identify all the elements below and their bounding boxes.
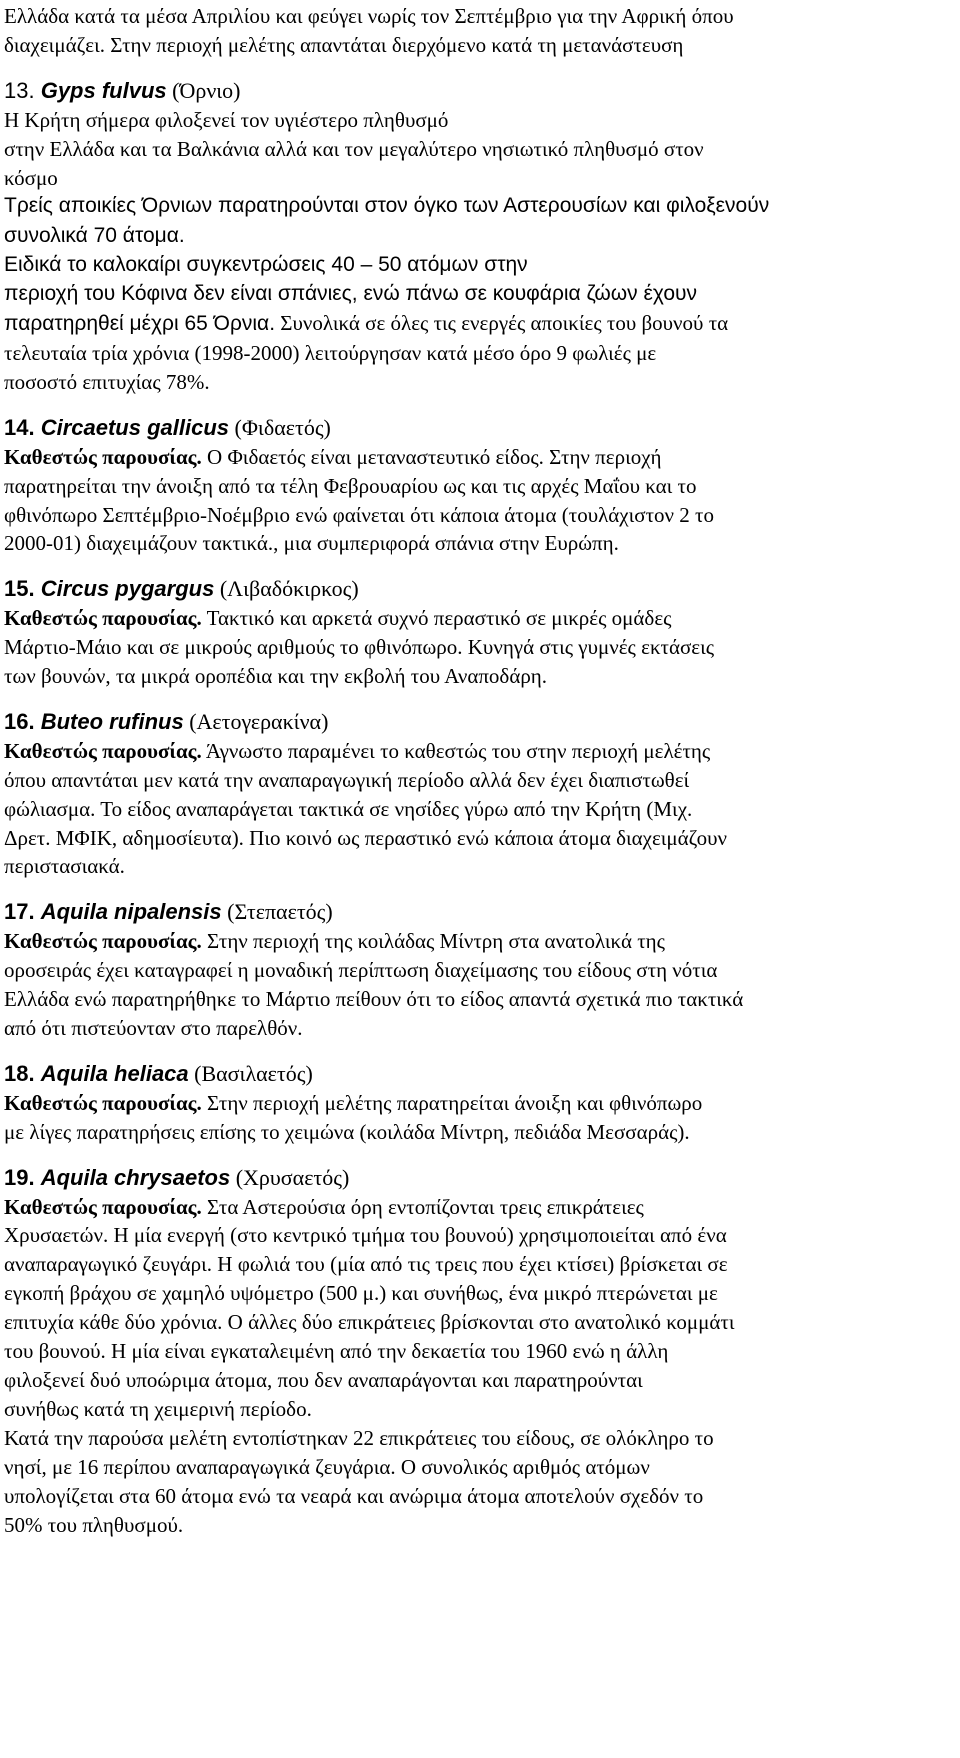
text-line xyxy=(4,737,946,766)
scientific-name: Aquila nipalensis xyxy=(40,899,222,925)
species-number: 18. xyxy=(4,1060,41,1086)
species-entry-19 xyxy=(4,1164,946,1540)
text-line: 50% του πληθυσμού. xyxy=(4,1512,184,1537)
text-line: φώλιασμα. Το είδος αναπαράγεται τακτικά σε νησίδες γύρω από την Κρήτη (Μιχ. xyxy=(4,796,693,821)
species-heading xyxy=(4,708,946,737)
spacer xyxy=(4,60,946,77)
text-line: Τρείς αποικίες Όρνιων παρατηρούνται στον όγκο των Αστερουσίων και φιλοξενούν xyxy=(4,194,770,218)
text-span: Στην περιοχή μελέτης παρατηρείται άνοιξη και φθινόπωρο xyxy=(201,1090,703,1115)
text-line: των βουνών, τα μικρά οροπέδια και την εκβολή του Αναποδάρη. xyxy=(4,664,548,689)
species-number: 15. xyxy=(4,576,41,602)
scientific-name: Buteo rufinus xyxy=(40,708,184,734)
spacer xyxy=(4,1147,946,1164)
scientific-name: Circaetus gallicus xyxy=(40,414,230,440)
spacer xyxy=(4,881,946,898)
text-line: υπολογίζεται στα 60 άτομα ενώ τα νεαρά και ανώριμα άτομα αποτελούν σχεδόν το xyxy=(4,1483,704,1508)
text-line: φθινόπωρο Σεπτέμβριο-Νοέμβριο ενώ φαίνεται ότι κάποια άτομα (τουλάχιστον 2 το xyxy=(4,502,714,527)
intro-paragraph xyxy=(4,2,946,60)
species-heading xyxy=(4,414,946,443)
common-name: (Φιδαετός) xyxy=(229,414,331,440)
text-line: Μάρτιο-Μάιο και σε μικρούς αριθμούς το φθινόπωρο. Κυνηγά στις γυμνές εκτάσεις xyxy=(4,635,715,660)
text-line: εγκοπή βράχου σε χαμηλό υψόμετρο (500 μ.) και συνήθως, ένα μικρό πτερώνεται με xyxy=(4,1281,718,1306)
spacer xyxy=(4,1043,946,1060)
text-line: οροσειράς έχει καταγραφεί η μοναδική περίπτωση διαχείμασης του είδους στη νότια xyxy=(4,958,718,983)
text-span: Στην περιοχή της κοιλάδας Μίντρη στα ανατολικά της xyxy=(201,929,665,954)
text-line xyxy=(4,1193,946,1222)
text-span: Στα Αστερούσια όρη εντοπίζονται τρεις επικράτειες xyxy=(201,1194,644,1219)
common-name: (Λιβαδόκιρκος) xyxy=(214,576,359,602)
text-line: περιστασιακά. xyxy=(4,854,125,879)
text-span: Άγνωστο παραμένει το καθεστώς του στην περιοχή μελέτης xyxy=(201,738,711,763)
text-span: παρατηρηθεί μέχρι 65 Όρνια. xyxy=(4,312,276,336)
text-line: περιοχή του Κόφινα δεν είναι σπάνιες, ενώ πάνω σε κουφάρια ζώων έχουν xyxy=(4,282,697,306)
text-line: στην Ελλάδα και τα Βαλκάνια αλλά και τον μεγαλύτερο νησιωτικό πληθυσμό στον xyxy=(4,136,704,161)
species-number: 13. xyxy=(4,77,41,103)
common-name: (Χρυσαετός) xyxy=(230,1164,350,1190)
spacer xyxy=(4,691,946,708)
species-heading xyxy=(4,575,946,604)
text-line: αναπαραγωγικό ζευγάρι. Η φωλιά του (μία από τις τρεις που έχει κτίσει) βρίσκεται σε xyxy=(4,1252,728,1277)
text-span: Ο Φιδαετός είναι μεταναστευτικό είδος. Στην περιοχή xyxy=(201,444,662,469)
text-line: επιτυχία κάθε δύο χρόνια. Ο άλλες δύο επικράτειες βρίσκονται στο ανατολικό κομμάτι xyxy=(4,1310,735,1335)
spacer xyxy=(4,397,946,414)
species-entry-17 xyxy=(4,898,946,1043)
species-number: 16. xyxy=(4,708,41,734)
species-number: 17. xyxy=(4,899,41,925)
species-entry-14 xyxy=(4,414,946,559)
text-line: Ελλάδα ενώ παρατηρήθηκε το Μάρτιο πείθουν ότι το είδος απαντά σχετικά πιο τακτικά xyxy=(4,987,744,1012)
common-name: (Όρνιο) xyxy=(166,77,241,103)
text-line: νησί, με 16 περίπου αναπαραγωγικά ζευγάρια. Ο συνολικός αριθμός ατόμων xyxy=(4,1454,650,1479)
status-label: Καθεστώς παρουσίας. xyxy=(4,606,202,631)
species-entry-15 xyxy=(4,575,946,691)
text-line xyxy=(4,927,946,956)
status-label: Καθεστώς παρουσίας. xyxy=(4,738,202,763)
status-label: Καθεστώς παρουσίας. xyxy=(4,444,202,469)
text-line: Η Κρήτη σήμερα φιλοξενεί τον υγιέστερο πληθυσμό xyxy=(4,107,449,132)
scientific-name: Aquila heliaca xyxy=(40,1060,189,1086)
species-number: 19. xyxy=(4,1164,41,1190)
common-name: (Βασιλαετός) xyxy=(188,1060,313,1086)
species-number: 14. xyxy=(4,414,41,440)
text-line xyxy=(4,309,946,339)
text-line: φιλοξενεί δυό υποώριμα άτομα, που δεν αναπαράγονται και παρατηρούνται xyxy=(4,1367,643,1392)
text-line: διαχειμάζει. Στην περιοχή μελέτης απαντάται διερχόμενο κατά τη μετανάστευση xyxy=(4,32,684,57)
text-line xyxy=(4,604,946,633)
text-line: ποσοστό επιτυχίας 78%. xyxy=(4,369,210,394)
scientific-name: Gyps fulvus xyxy=(40,77,167,103)
spacer xyxy=(4,558,946,575)
text-line: Δρετ. ΜΦΙΚ, αδημοσίευτα). Πιο κοινό ως περαστικό ενώ κάποια άτομα διαχειμάζουν xyxy=(4,825,727,850)
text-span: Τακτικό και αρκετά συχνό περαστικό σε μικρές ομάδες xyxy=(201,606,672,631)
species-heading xyxy=(4,77,946,106)
status-label: Καθεστώς παρουσίας. xyxy=(4,1194,202,1219)
text-line: τελευταία τρία χρόνια (1998-2000) λειτούργησαν κατά μέσο όρο 9 φωλιές με xyxy=(4,340,657,365)
common-name: (Στεπαετός) xyxy=(221,899,333,925)
species-heading xyxy=(4,1164,946,1193)
species-entry-16 xyxy=(4,708,946,881)
text-line: κόσμο xyxy=(4,165,58,190)
common-name: (Αετογερακίνα) xyxy=(183,708,329,734)
scientific-name: Circus pygargus xyxy=(40,576,215,602)
text-line xyxy=(4,1089,946,1118)
text-line: 2000-01) διαχειμάζουν τακτικά., μια συμπεριφορά σπάνια στην Ευρώπη. xyxy=(4,531,619,556)
text-span: συνολικά 70 άτομα. xyxy=(4,224,185,248)
scientific-name: Aquila chrysaetos xyxy=(40,1164,231,1190)
species-entry-13 xyxy=(4,77,946,397)
text-line xyxy=(4,221,946,251)
text-line: συνήθως κατά τη χειμερινή περίοδο. xyxy=(4,1396,312,1421)
text-span: Συνολικά σε όλες τις ενεργές αποικίες του βουνού τα xyxy=(275,311,729,336)
text-line: παρατηρείται την άνοιξη από τα τέλη Φεβρουαρίου ως και τις αρχές Μαΐου και το xyxy=(4,473,697,498)
text-line: από ότι πιστεύονταν στο παρελθόν. xyxy=(4,1016,303,1040)
status-label: Καθεστώς παρουσίας. xyxy=(4,1090,202,1115)
text-line: Κατά την παρούσα μελέτη εντοπίστηκαν 22 επικράτειες του είδους, σε ολόκληρο το xyxy=(4,1425,714,1450)
text-line: του βουνού. Η μία είναι εγκαταλειμένη από την δεκαετία του 1960 ενώ η άλλη xyxy=(4,1339,669,1364)
text-line: Χρυσαετών. Η μία ενεργή (στο κεντρικό τμήμα του βουνού) χρησιμοποιείται από ένα xyxy=(4,1223,727,1248)
text-line: Ειδικά το καλοκαίρι συγκεντρώσεις 40 – 50 ατόμων στην xyxy=(4,253,528,277)
text-line: όπου απαντάται μεν κατά την αναπαραγωγική περίοδο αλλά δεν έχει διαπιστωθεί xyxy=(4,767,690,792)
text-line: Ελλάδα κατά τα μέσα Απριλίου και φεύγει νωρίς τον Σεπτέμβριο για την Αφρική όπου xyxy=(4,4,734,28)
species-heading xyxy=(4,1060,946,1089)
species-heading xyxy=(4,898,946,927)
species-entry-18 xyxy=(4,1060,946,1147)
text-line: με λίγες παρατηρήσεις επίσης το χειμώνα (κοιλάδα Μίντρη, πεδιάδα Μεσσαράς). xyxy=(4,1119,690,1144)
text-line xyxy=(4,443,946,472)
status-label: Καθεστώς παρουσίας. xyxy=(4,929,202,954)
